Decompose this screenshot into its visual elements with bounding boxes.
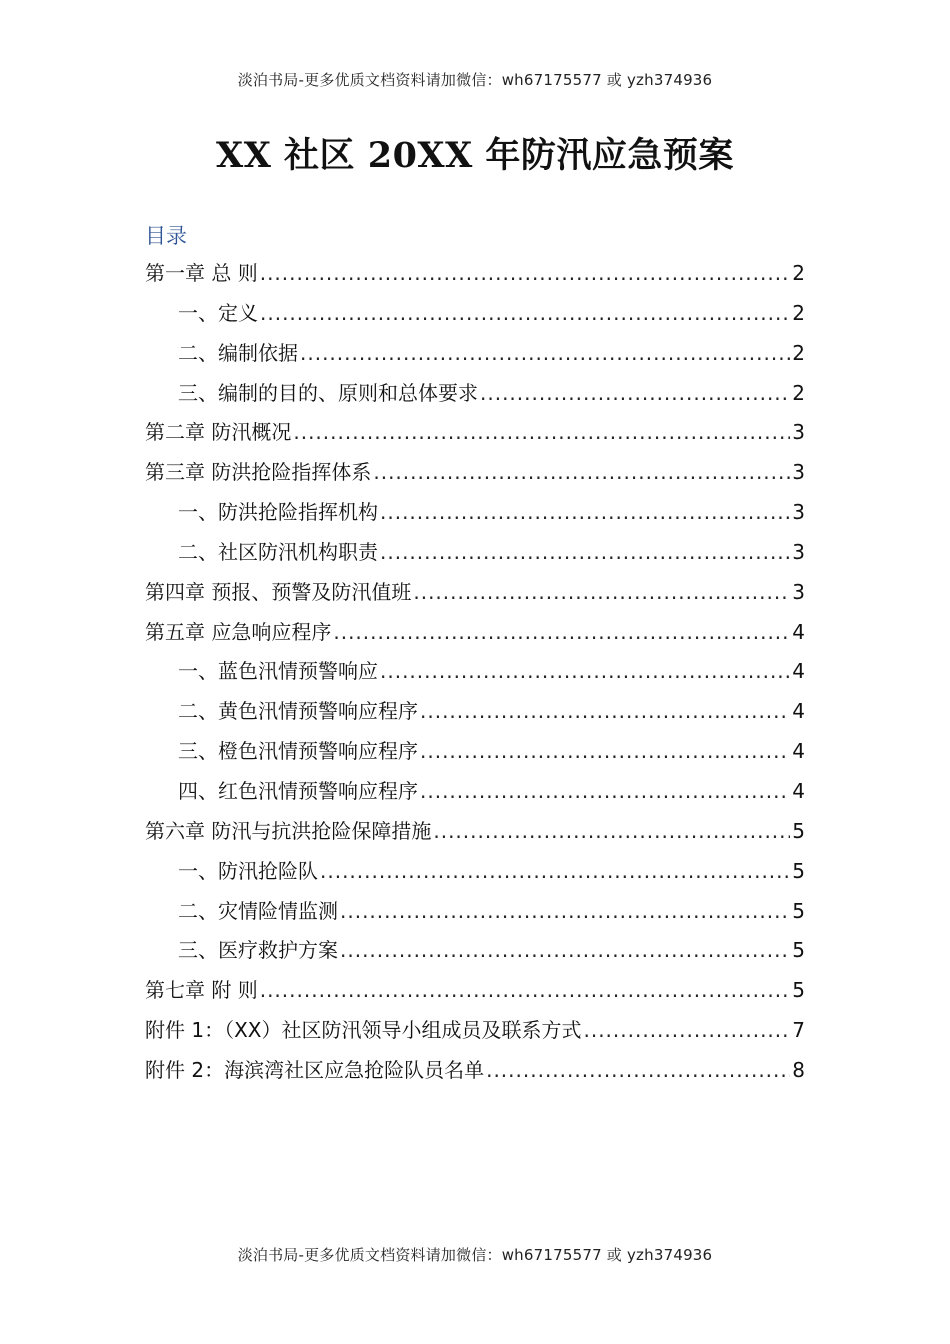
toc-leader-dots	[333, 613, 790, 653]
toc-entry[interactable]	[145, 374, 805, 414]
toc-leader-dots	[320, 852, 790, 892]
toc-entry-page-number: 5	[792, 898, 805, 923]
toc-leader-dots	[420, 732, 790, 772]
toc-leader-dots	[260, 254, 791, 294]
toc-entry-page-number: 3	[792, 500, 805, 525]
toc-entry-label: 三、医疗救护方案	[178, 938, 338, 963]
toc-leader-dots	[340, 892, 790, 932]
toc-entry[interactable]	[145, 533, 805, 573]
toc-entry-page-number: 2	[792, 340, 805, 365]
toc-entry-label: 一、蓝色汛情预警响应	[178, 659, 378, 684]
header-watermark: 淡泊书局-更多优质文档资料请加微信：wh67175577 或 yzh374936	[237, 71, 713, 89]
toc-entry-label: 一、防汛抢险队	[178, 858, 318, 883]
toc-entry-label: 第三章 防洪抢险指挥体系	[145, 460, 372, 485]
toc-leader-dots	[260, 294, 790, 334]
toc-entry-page-number: 5	[792, 818, 805, 843]
toc-leader-dots	[340, 931, 790, 971]
toc-entry[interactable]	[145, 931, 805, 971]
toc-entry-label: 第七章 附 则	[145, 978, 258, 1003]
toc-entry-page-number: 4	[792, 699, 805, 724]
toc-entry-label: 附件 1：（XX）社区防汛领导小组成员及联系方式	[145, 1018, 582, 1043]
toc-entry-label: 二、黄色汛情预警响应程序	[178, 699, 418, 724]
toc-leader-dots	[380, 493, 790, 533]
toc-entry-label: 二、灾情险情监测	[178, 898, 338, 923]
toc-entry[interactable]	[145, 413, 805, 453]
toc-entry-label: 第一章 总 则	[145, 261, 258, 285]
toc-entry-page-number: 3	[792, 539, 805, 564]
toc-entry-label: 第五章 应急响应程序	[145, 619, 332, 644]
toc-leader-dots	[380, 652, 790, 692]
toc-leader-dots	[413, 573, 790, 613]
footer-watermark: 淡泊书局-更多优质文档资料请加微信：wh67175577 或 yzh374936	[237, 1246, 713, 1264]
toc-entry[interactable]	[145, 453, 805, 493]
document-title: XX 社区 20XX 年防汛应急预案	[216, 135, 734, 176]
toc-entry-label: 二、编制依据	[178, 340, 298, 365]
toc-entry[interactable]	[145, 852, 805, 892]
toc-entry[interactable]	[145, 772, 805, 812]
toc-entry[interactable]	[145, 812, 805, 852]
toc-entry[interactable]	[145, 732, 805, 772]
toc-entry-label: 三、橙色汛情预警响应程序	[178, 739, 418, 764]
toc-entry-label: 三、编制的目的、原则和总体要求	[178, 380, 478, 405]
toc-entry-page-number: 5	[792, 938, 805, 963]
toc-leader-dots	[583, 1011, 790, 1051]
toc-entry[interactable]	[145, 1051, 805, 1091]
toc-entry[interactable]	[145, 334, 805, 374]
toc-leader-dots	[480, 374, 790, 414]
toc-entry[interactable]	[145, 573, 805, 613]
toc-entry[interactable]	[145, 892, 805, 932]
table-of-contents	[145, 254, 805, 1091]
toc-entry-page-number: 3	[792, 460, 805, 485]
toc-entry-label: 附件 2：海滨湾社区应急抢险队员名单	[145, 1057, 485, 1082]
toc-entry-page-number: 2	[792, 261, 805, 285]
toc-entry[interactable]	[145, 971, 805, 1011]
toc-entry-page-number: 7	[792, 1018, 805, 1043]
toc-entry[interactable]	[145, 294, 805, 334]
toc-leader-dots	[293, 413, 790, 453]
toc-leader-dots	[300, 334, 790, 374]
toc-entry-page-number: 4	[792, 739, 805, 764]
toc-leader-dots	[373, 453, 790, 493]
toc-entry-page-number: 5	[792, 858, 805, 883]
toc-leader-dots	[420, 692, 790, 732]
toc-entry-label: 一、防洪抢险指挥机构	[178, 500, 378, 525]
toc-entry-page-number: 8	[792, 1057, 805, 1082]
toc-entry[interactable]	[145, 493, 805, 533]
toc-entry[interactable]	[145, 652, 805, 692]
toc-entry-label: 第四章 预报、预警及防汛值班	[145, 579, 412, 604]
toc-entry-label: 第六章 防汛与抗洪抢险保障措施	[145, 818, 432, 843]
toc-entry[interactable]	[145, 1011, 805, 1051]
toc-leader-dots	[260, 971, 791, 1011]
toc-entry-page-number: 3	[792, 420, 805, 445]
toc-heading: 目录	[145, 224, 187, 248]
toc-entry[interactable]	[145, 613, 805, 653]
toc-entry-page-number: 4	[792, 659, 805, 684]
toc-leader-dots	[486, 1051, 790, 1091]
toc-entry-page-number: 3	[792, 579, 805, 604]
toc-leader-dots	[420, 772, 790, 812]
toc-entry-label: 第二章 防汛概况	[145, 420, 292, 445]
toc-entry[interactable]	[145, 692, 805, 732]
toc-entry[interactable]	[145, 254, 805, 294]
toc-entry-page-number: 4	[792, 778, 805, 803]
toc-leader-dots	[433, 812, 790, 852]
toc-entry-page-number: 4	[792, 619, 805, 644]
toc-entry-page-number: 5	[792, 978, 805, 1003]
toc-entry-label: 二、社区防汛机构职责	[178, 539, 378, 564]
toc-entry-label: 四、红色汛情预警响应程序	[178, 778, 418, 803]
toc-entry-label: 一、定义	[178, 300, 258, 325]
toc-entry-page-number: 2	[792, 300, 805, 325]
toc-leader-dots	[380, 533, 790, 573]
toc-entry-page-number: 2	[792, 380, 805, 405]
